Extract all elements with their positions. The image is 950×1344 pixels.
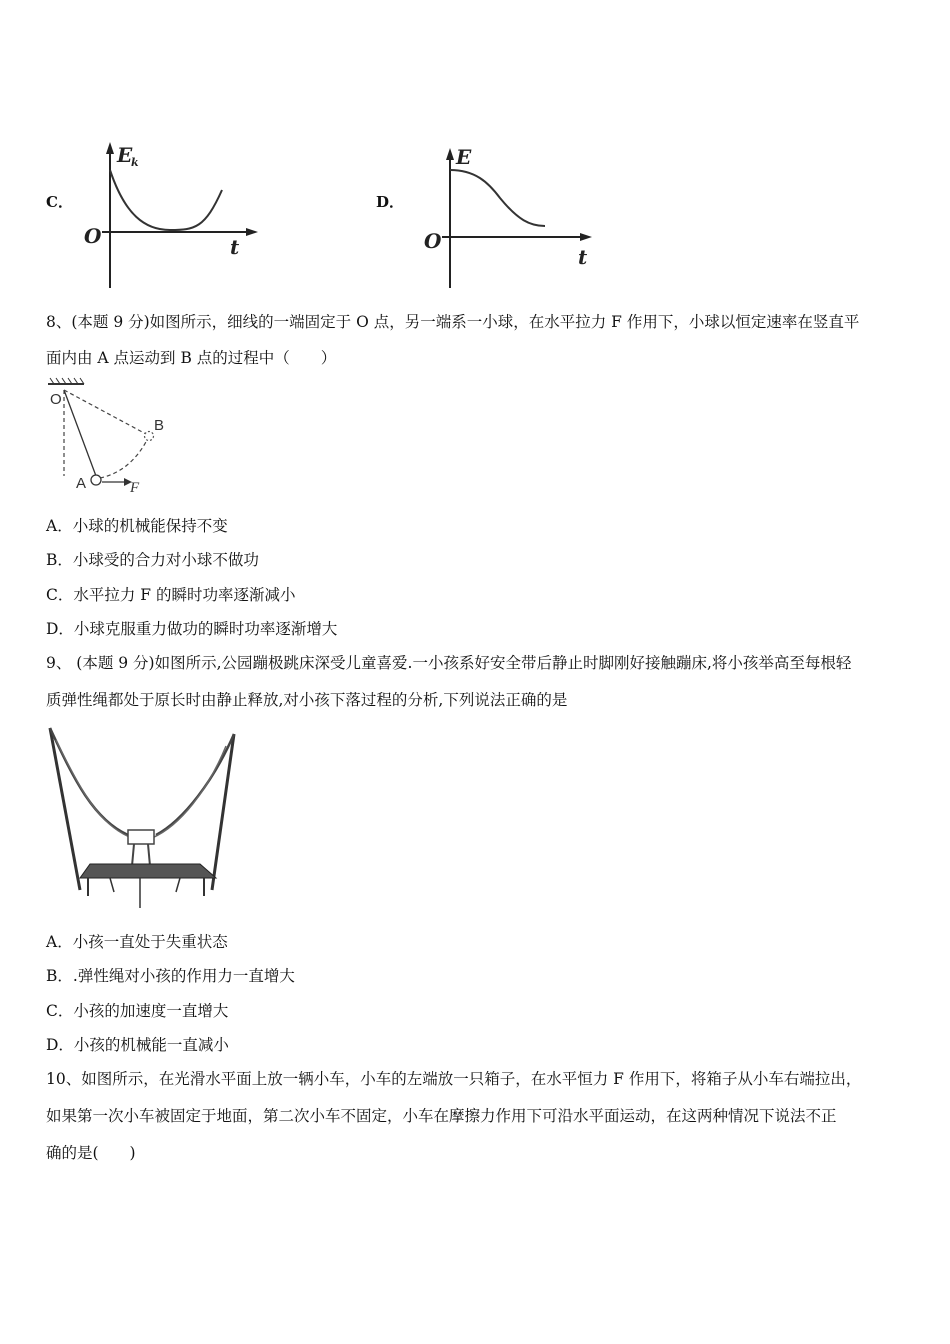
harness-icon bbox=[128, 830, 154, 844]
y-axis-arrow-icon bbox=[106, 142, 114, 154]
q8-stem-line1: 8、(本题 9 分)如图所示，细线的一端固定于 O 点，另一端系一小球，在水平拉力 F 作用下，小球以恒定速率在竖直平 bbox=[46, 313, 860, 331]
point-o-label: O bbox=[50, 391, 62, 408]
point-b-label: B bbox=[154, 417, 165, 434]
option-c-label: C． bbox=[46, 193, 73, 211]
e-curve bbox=[450, 170, 545, 226]
force-label: F bbox=[130, 480, 140, 496]
option-d-graph bbox=[420, 140, 600, 290]
dashed-string-b bbox=[64, 390, 146, 434]
arc-path bbox=[100, 438, 148, 478]
q9-option-c: C．小孩的加速度一直增大 bbox=[46, 1002, 229, 1020]
ball-b-icon bbox=[145, 432, 154, 441]
option-d-label: D． bbox=[376, 193, 405, 211]
y-axis-arrow-icon bbox=[446, 148, 454, 160]
point-a-label: A bbox=[76, 475, 87, 492]
q10-stem-line1: 10、如图所示，在光滑水平面上放一辆小车，小车的左端放一只箱子，在水平恒力 F 作用下，将箱子从小车右端拉出， bbox=[46, 1070, 862, 1088]
q8-option-d: D．小球克服重力做功的瞬时功率逐渐增大 bbox=[46, 620, 338, 638]
origin-label: O bbox=[424, 229, 442, 253]
q9-stem-line2: 质弹性绳都处于原长时由静止释放,对小孩下落过程的分析,下列说法正确的是 bbox=[46, 691, 568, 709]
x-axis-label: t bbox=[578, 245, 588, 269]
y-axis-subscript: k bbox=[131, 156, 139, 169]
q8-option-b: B．小球受的合力对小球不做功 bbox=[46, 551, 259, 569]
q9-option-a: A．小孩一直处于失重状态 bbox=[46, 933, 228, 951]
q10-stem-line3: 确的是( ) bbox=[46, 1144, 136, 1162]
left-rope bbox=[50, 728, 128, 835]
origin-label: O bbox=[84, 224, 102, 248]
ek-curve bbox=[110, 170, 222, 230]
ball-a-icon bbox=[91, 475, 101, 485]
q8-pendulum-figure bbox=[44, 378, 184, 498]
string-line bbox=[64, 390, 96, 476]
q8-option-a: A．小球的机械能保持不变 bbox=[46, 517, 228, 535]
q9-option-b: B．.弹性绳对小孩的作用力一直增大 bbox=[46, 967, 295, 985]
q10-stem-line2: 如果第一次小车被固定于地面，第二次小车不固定，小车在摩擦力作用下可沿水平面运动，在这两种情况下说法不正 bbox=[46, 1107, 837, 1125]
q8-stem-line2: 面内由 A 点运动到 B 点的过程中（ ） bbox=[46, 349, 337, 367]
y-axis-label: E bbox=[456, 145, 472, 169]
x-axis-label: t bbox=[230, 235, 240, 259]
trampoline-bed bbox=[80, 864, 216, 878]
left-pole bbox=[50, 728, 80, 890]
q9-option-d: D．小孩的机械能一直减小 bbox=[46, 1036, 229, 1054]
x-axis-arrow-icon bbox=[246, 228, 258, 236]
q9-trampoline-figure bbox=[44, 720, 244, 920]
y-axis-label: E bbox=[117, 143, 133, 167]
q8-option-c: C．水平拉力 F 的瞬时功率逐渐减小 bbox=[46, 586, 296, 604]
x-axis-arrow-icon bbox=[580, 233, 592, 241]
option-c-graph bbox=[80, 140, 260, 290]
q9-stem-line1: 9、 (本题 9 分)如图所示,公园蹦极跳床深受儿童喜爱.一小孩系好安全带后静止时脚刚好接触蹦床,将小孩举高至每根轻 bbox=[46, 654, 852, 672]
